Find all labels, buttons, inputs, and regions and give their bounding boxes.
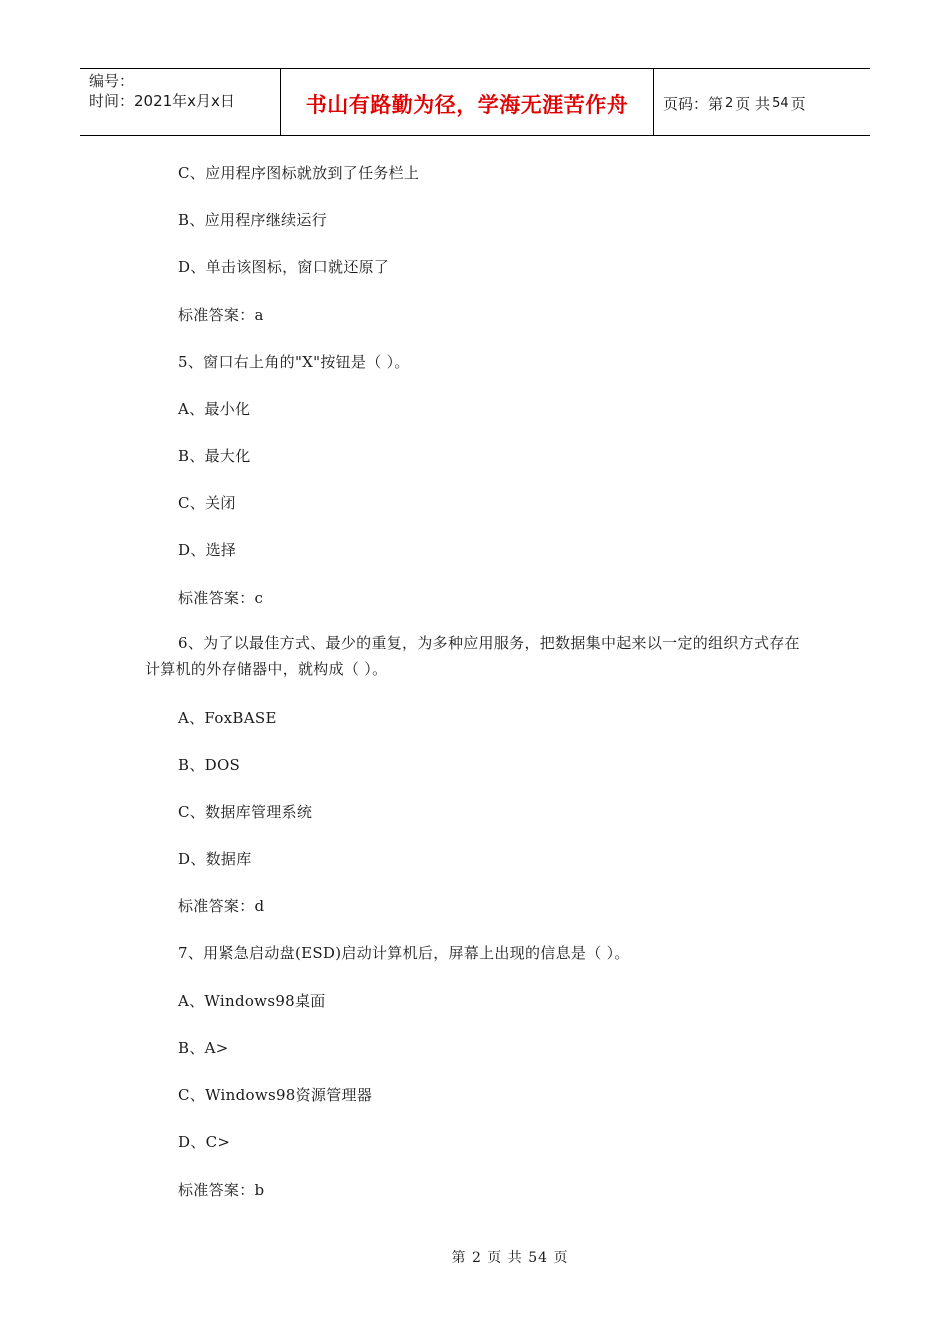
page-suffix: 页 bbox=[790, 94, 806, 113]
option-line: A、最小化 bbox=[178, 400, 251, 418]
option-line: C、应用程序图标就放到了任务栏上 bbox=[178, 164, 420, 182]
answer-line: 标准答案：a bbox=[178, 306, 264, 324]
answer-line: 标准答案：b bbox=[178, 1181, 265, 1199]
header-motto: 书山有路勤为径，学海无涯苦作舟 bbox=[281, 69, 654, 135]
date-label: 时间：2021年x月x日 bbox=[89, 92, 235, 110]
answer-line: 标准答案：c bbox=[178, 589, 264, 607]
header-page-number bbox=[654, 69, 870, 135]
option-line: C、数据库管理系统 bbox=[178, 803, 313, 821]
option-line: C、Windows98资源管理器 bbox=[178, 1086, 373, 1104]
option-line: B、最大化 bbox=[178, 447, 251, 465]
option-line: B、A> bbox=[178, 1039, 229, 1057]
option-line: D、数据库 bbox=[178, 850, 252, 868]
serial-label: 编号： bbox=[89, 72, 135, 90]
option-line: C、关闭 bbox=[178, 494, 236, 512]
option-line: D、选择 bbox=[178, 541, 237, 559]
option-line: D、单击该图标，窗口就还原了 bbox=[178, 258, 390, 276]
page-header bbox=[80, 68, 870, 136]
option-line: B、DOS bbox=[178, 756, 241, 774]
page-current: 2 bbox=[725, 95, 734, 111]
page-footer: 第 2 页 共 54 页 bbox=[451, 1250, 569, 1266]
page-total: 54 bbox=[772, 95, 789, 111]
option-line: A、FoxBASE bbox=[178, 709, 277, 727]
question-paragraph: 6、为了以最佳方式、最少的重复，为多种应用服务，把数据集中起来以一定的组织方式存在计算机的外存储器中，就构成（ ）。 bbox=[145, 634, 800, 678]
page-prefix: 页码：第 bbox=[663, 94, 724, 113]
question-line: 7、用紧急启动盘(ESD)启动计算机后，屏幕上出现的信息是（ ）。 bbox=[178, 944, 630, 962]
question-line: 5、窗口右上角的"X"按钮是（ ）。 bbox=[178, 353, 410, 371]
answer-line: 标准答案：d bbox=[178, 897, 265, 915]
option-line: D、C> bbox=[178, 1133, 231, 1151]
page-mid: 页 共 bbox=[735, 94, 771, 113]
option-line: B、应用程序继续运行 bbox=[178, 211, 328, 229]
header-meta bbox=[80, 69, 281, 135]
option-line: A、Windows98桌面 bbox=[178, 992, 326, 1010]
